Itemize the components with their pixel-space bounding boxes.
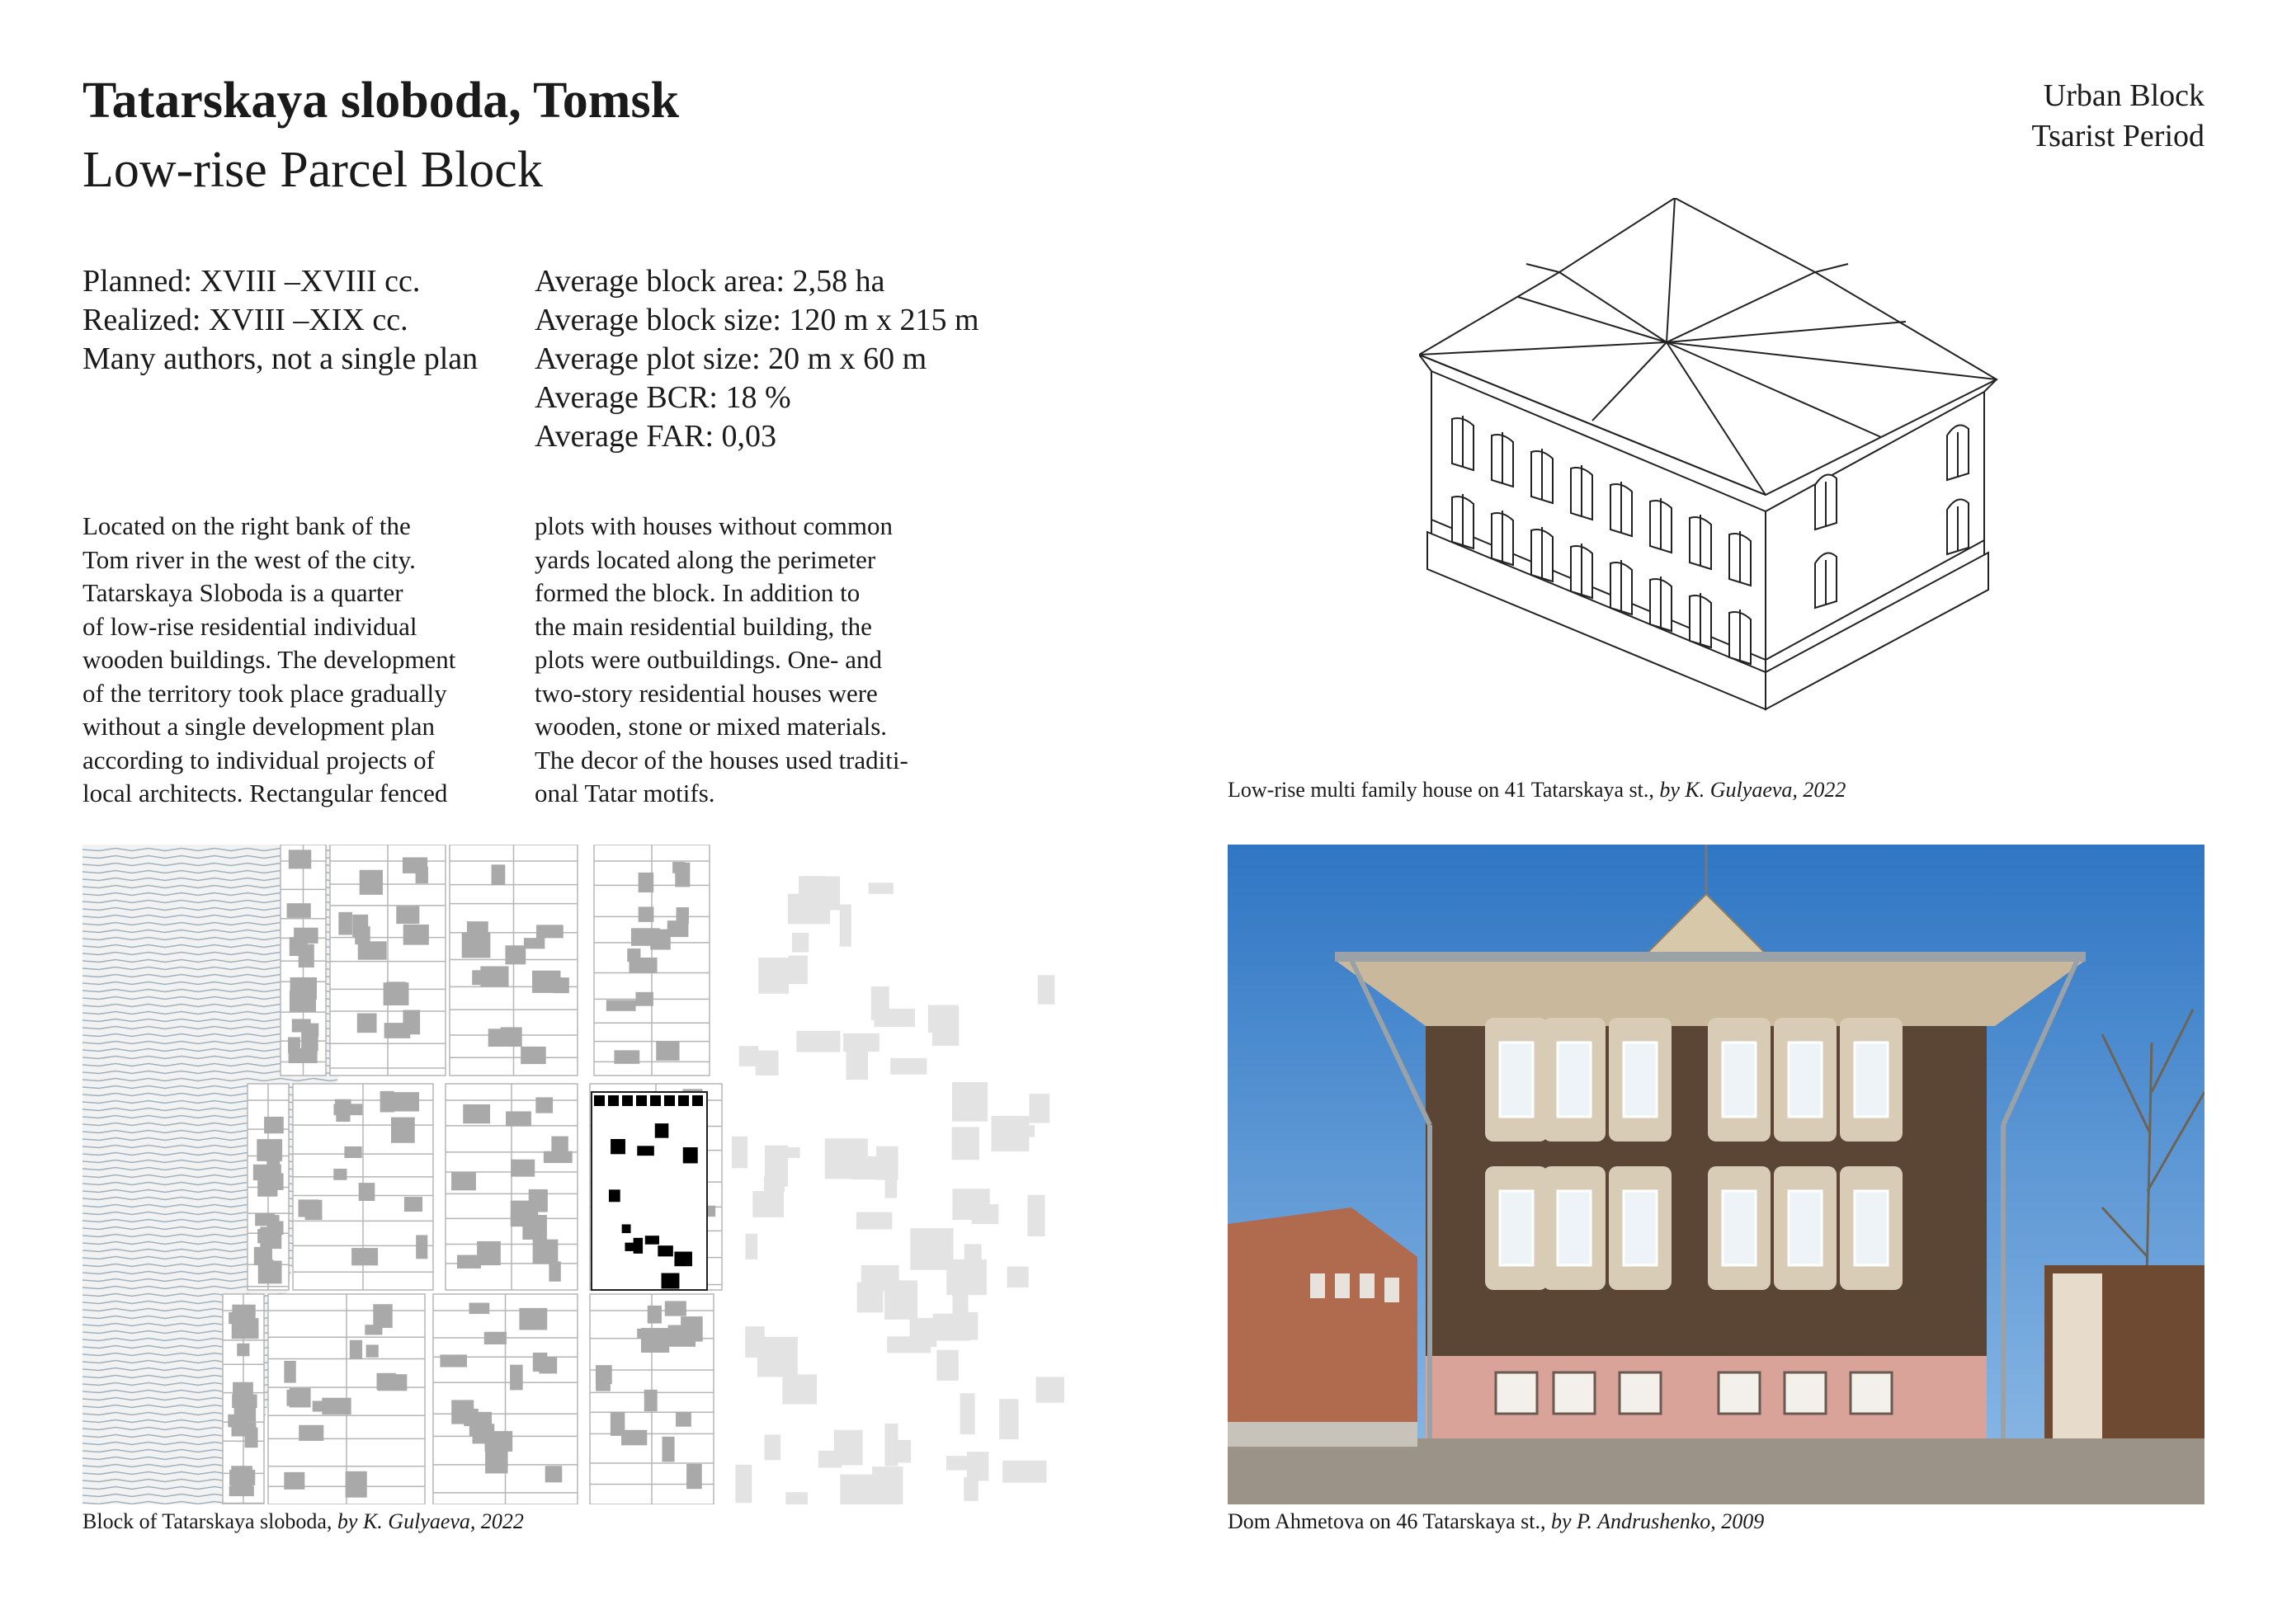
building bbox=[301, 1030, 318, 1052]
context-building bbox=[946, 1456, 972, 1470]
building bbox=[524, 938, 545, 949]
body-line: plots with houses without common bbox=[535, 511, 893, 540]
context-building bbox=[745, 1326, 765, 1358]
building bbox=[469, 1303, 489, 1314]
building bbox=[313, 1400, 330, 1411]
highlighted-building bbox=[692, 1095, 703, 1106]
caption-map bbox=[83, 1509, 524, 1534]
building bbox=[380, 1091, 394, 1113]
building bbox=[254, 1247, 272, 1265]
context-building bbox=[732, 1137, 747, 1169]
building bbox=[545, 1466, 563, 1482]
building bbox=[464, 1409, 479, 1426]
building bbox=[394, 1092, 419, 1111]
context-building bbox=[792, 933, 809, 953]
building bbox=[463, 1104, 490, 1123]
building bbox=[284, 1361, 295, 1383]
building bbox=[346, 1471, 367, 1498]
body-line: two-story residential houses were bbox=[535, 678, 878, 708]
context-building bbox=[825, 1138, 868, 1179]
building bbox=[639, 873, 654, 892]
building bbox=[681, 1316, 703, 1341]
context-building bbox=[890, 1058, 927, 1075]
highlighted-building bbox=[658, 1245, 673, 1256]
building bbox=[511, 1201, 539, 1227]
photo-window bbox=[1500, 1191, 1533, 1265]
photo-window bbox=[1855, 1191, 1888, 1265]
building bbox=[501, 1027, 522, 1047]
highlighted-building bbox=[611, 1139, 625, 1154]
building bbox=[366, 1344, 379, 1357]
photo-basement-window bbox=[1620, 1372, 1661, 1414]
photo-window bbox=[1558, 1191, 1591, 1265]
building bbox=[621, 1430, 647, 1446]
building bbox=[288, 1037, 300, 1053]
context-building bbox=[846, 1044, 868, 1080]
building bbox=[535, 1097, 553, 1113]
context-building bbox=[1038, 975, 1054, 1004]
highlighted-building bbox=[636, 1095, 647, 1106]
context-building bbox=[789, 956, 808, 985]
body-text-right bbox=[535, 510, 980, 811]
context-building bbox=[910, 1318, 937, 1347]
building bbox=[257, 1139, 282, 1161]
context-building bbox=[782, 1374, 817, 1404]
building bbox=[245, 1428, 258, 1448]
context-building bbox=[884, 1424, 898, 1466]
body-line: according to individual projects of bbox=[83, 745, 435, 774]
building bbox=[656, 1041, 679, 1060]
building bbox=[510, 1365, 523, 1391]
body-line: wooden buildings. The development bbox=[83, 645, 456, 674]
building bbox=[539, 1357, 557, 1374]
building bbox=[229, 1470, 255, 1485]
highlighted-building bbox=[608, 1095, 619, 1106]
body-line: of low-rise residential individual bbox=[83, 611, 417, 641]
building bbox=[373, 1304, 392, 1328]
building bbox=[299, 944, 314, 967]
page-subtitle: Low-rise Parcel Block bbox=[83, 142, 543, 198]
fact-realized: Realized: XVIII –XIX cc. bbox=[83, 303, 408, 337]
building bbox=[611, 1412, 625, 1436]
highlighted-building bbox=[674, 1252, 692, 1267]
highlighted-building bbox=[609, 1189, 620, 1202]
building bbox=[232, 1394, 257, 1408]
building bbox=[484, 1332, 507, 1344]
building bbox=[614, 1050, 639, 1064]
photo-window bbox=[1855, 1043, 1888, 1117]
photo-basement-window bbox=[1496, 1372, 1537, 1414]
caption-credit: by P. Andrushenko, 2009 bbox=[1550, 1509, 1765, 1533]
building bbox=[644, 1390, 658, 1411]
photo-window bbox=[1789, 1043, 1822, 1117]
building bbox=[606, 1000, 636, 1010]
page-title: Tatarskaya sloboda, Tomsk bbox=[83, 73, 680, 129]
body-text-left bbox=[83, 510, 528, 811]
highlighted-building bbox=[622, 1095, 633, 1106]
photo-basement-window bbox=[1785, 1372, 1826, 1414]
building bbox=[686, 1464, 702, 1489]
building bbox=[355, 926, 370, 944]
context-building bbox=[765, 1146, 788, 1187]
building bbox=[536, 925, 563, 938]
building bbox=[253, 1165, 281, 1180]
context-building bbox=[954, 1312, 978, 1339]
building bbox=[284, 1472, 304, 1490]
highlighted-building bbox=[622, 1224, 631, 1233]
building bbox=[305, 1200, 323, 1220]
highlighted-building bbox=[625, 1243, 635, 1251]
building bbox=[451, 1172, 476, 1191]
building bbox=[299, 1425, 323, 1441]
context-building bbox=[869, 883, 894, 894]
body-line: of the territory took place gradually bbox=[83, 678, 447, 708]
building bbox=[505, 945, 526, 964]
highlighted-building bbox=[650, 1095, 661, 1106]
building bbox=[338, 912, 352, 935]
fact-authors: Many authors, not a single plan bbox=[83, 341, 479, 376]
context-building bbox=[1036, 1377, 1064, 1402]
building bbox=[289, 850, 311, 868]
building bbox=[416, 1235, 427, 1259]
building bbox=[662, 1437, 674, 1462]
building bbox=[384, 982, 409, 1005]
building bbox=[631, 928, 660, 945]
context-building bbox=[752, 1191, 784, 1217]
caption-text: Dom Ahmetova on 46 Tatarskaya st., bbox=[1228, 1509, 1551, 1533]
caption-axonometric bbox=[1228, 778, 1846, 803]
building bbox=[229, 1312, 255, 1324]
building bbox=[237, 1344, 249, 1357]
building bbox=[648, 1306, 662, 1324]
context-building bbox=[999, 1399, 1018, 1439]
building bbox=[596, 1375, 611, 1391]
context-building bbox=[1007, 1266, 1029, 1287]
tag-period: Tsarist Period bbox=[2031, 119, 2204, 154]
highlighted-building bbox=[594, 1095, 605, 1106]
highlighted-building bbox=[662, 1273, 680, 1289]
building bbox=[641, 1328, 669, 1353]
building bbox=[521, 1047, 546, 1064]
context-building bbox=[788, 894, 830, 925]
body-line: the main residential building, the bbox=[535, 611, 872, 641]
context-building bbox=[801, 876, 824, 893]
photo-basement-window bbox=[1851, 1372, 1892, 1414]
photo-basement-window bbox=[1719, 1372, 1760, 1414]
body-line: local architects. Rectangular fenced bbox=[83, 779, 448, 807]
photo-window bbox=[1558, 1043, 1591, 1117]
highlighted-building bbox=[637, 1146, 654, 1156]
building bbox=[336, 1109, 350, 1122]
highlighted-building bbox=[664, 1095, 675, 1106]
building bbox=[544, 1151, 573, 1163]
building bbox=[294, 928, 318, 944]
caption-photo bbox=[1228, 1509, 1764, 1534]
photo-window bbox=[1500, 1043, 1533, 1117]
context-building bbox=[758, 958, 789, 994]
context-building bbox=[796, 1031, 840, 1052]
body-line: wooden, stone or mixed materials. bbox=[535, 712, 888, 741]
building bbox=[333, 1169, 347, 1180]
context-building bbox=[1030, 1094, 1050, 1123]
building bbox=[667, 920, 689, 937]
highlighted-building bbox=[678, 1095, 689, 1106]
fact-far: Average FAR: 0,03 bbox=[535, 419, 777, 454]
urban-block-map bbox=[83, 845, 1064, 1504]
context-building bbox=[840, 904, 851, 946]
body-line: plots were outbuildings. One- and bbox=[535, 645, 883, 674]
building bbox=[477, 1241, 501, 1265]
building bbox=[357, 1013, 377, 1033]
building bbox=[473, 1424, 495, 1443]
photo-window bbox=[1723, 1043, 1756, 1117]
building bbox=[351, 1248, 378, 1265]
building bbox=[290, 991, 316, 1011]
context-building bbox=[1027, 1195, 1044, 1236]
context-building bbox=[785, 1492, 808, 1504]
body-line: The decor of the houses used traditi- bbox=[535, 745, 908, 774]
building bbox=[377, 1373, 396, 1390]
house-photo bbox=[1228, 845, 2204, 1504]
facts-left bbox=[83, 262, 478, 379]
context-building bbox=[840, 1475, 881, 1504]
building bbox=[360, 870, 383, 895]
building bbox=[264, 1117, 284, 1133]
building bbox=[462, 933, 491, 958]
building bbox=[344, 1146, 361, 1158]
building bbox=[480, 966, 508, 986]
body-line: yards located along the perimeter bbox=[535, 544, 876, 574]
caption-text: Low-rise multi family house on 41 Tatarskaya st., bbox=[1228, 778, 1660, 802]
body-line: Tom river in the west of the city. bbox=[83, 544, 416, 574]
context-building bbox=[1002, 1461, 1046, 1483]
building bbox=[391, 1118, 415, 1143]
building bbox=[416, 867, 428, 883]
highlighted-building bbox=[683, 1147, 698, 1163]
building bbox=[359, 1183, 375, 1201]
building bbox=[675, 863, 690, 887]
context-building bbox=[972, 1204, 998, 1224]
body-line: without a single development plan bbox=[83, 712, 436, 741]
context-building bbox=[871, 986, 889, 1020]
context-building bbox=[952, 1127, 979, 1160]
photo-window bbox=[1624, 1043, 1657, 1117]
context-building bbox=[735, 1465, 752, 1503]
facts-right bbox=[535, 262, 979, 456]
context-building bbox=[861, 1265, 899, 1291]
building bbox=[403, 925, 429, 945]
building bbox=[554, 977, 568, 993]
context-building bbox=[834, 1430, 863, 1466]
context-building bbox=[856, 1212, 892, 1230]
caption-credit: by K. Gulyaeva, 2022 bbox=[1659, 778, 1846, 802]
context-building bbox=[992, 1116, 1030, 1151]
highlighted-building bbox=[655, 1123, 669, 1138]
building bbox=[549, 1261, 560, 1281]
caption-text: Block of Tatarskaya sloboda, bbox=[83, 1509, 337, 1533]
building bbox=[506, 1111, 531, 1126]
tag-urban-block: Urban Block bbox=[2043, 78, 2204, 113]
context-building bbox=[756, 1051, 779, 1076]
context-building bbox=[885, 1179, 898, 1198]
building bbox=[396, 906, 419, 924]
body-line: formed the block. In addition to bbox=[535, 578, 861, 607]
fact-block-size: Average block size: 120 m x 215 m bbox=[535, 303, 979, 337]
building bbox=[519, 1308, 547, 1330]
caption-credit: by K. Gulyaeva, 2022 bbox=[337, 1509, 524, 1533]
fact-block-area: Average block area: 2,58 ha bbox=[535, 264, 885, 299]
photo-window bbox=[1624, 1191, 1657, 1265]
building bbox=[350, 1340, 362, 1359]
building bbox=[488, 1029, 502, 1047]
photo-basement-window bbox=[1554, 1372, 1595, 1414]
context-building bbox=[910, 1228, 953, 1270]
building bbox=[267, 1221, 284, 1235]
fact-planned: Planned: XVIII –XVIII cc. bbox=[83, 264, 421, 299]
category-tags bbox=[2032, 76, 2204, 158]
building bbox=[404, 1197, 422, 1212]
context-building bbox=[739, 1046, 758, 1066]
photo-window bbox=[1789, 1191, 1822, 1265]
fact-bcr: Average BCR: 18 % bbox=[535, 380, 791, 415]
context-building bbox=[745, 1234, 757, 1259]
body-line: Located on the right bank of the bbox=[83, 511, 411, 540]
axonometric-drawing bbox=[1419, 198, 2013, 726]
building bbox=[635, 992, 653, 1006]
building bbox=[228, 1415, 249, 1428]
highlighted-building bbox=[645, 1236, 659, 1245]
building bbox=[627, 949, 640, 962]
building bbox=[533, 1240, 559, 1264]
building bbox=[403, 1010, 420, 1035]
building bbox=[286, 1390, 300, 1406]
building bbox=[665, 1301, 686, 1316]
building bbox=[440, 1354, 467, 1367]
context-building bbox=[928, 1005, 959, 1033]
building bbox=[492, 864, 506, 885]
fact-plot-size: Average plot size: 20 m x 60 m bbox=[535, 341, 927, 376]
context-building bbox=[952, 1082, 988, 1122]
building bbox=[639, 906, 654, 921]
building bbox=[287, 903, 311, 918]
building bbox=[676, 1412, 691, 1427]
building bbox=[511, 1160, 535, 1177]
body-line: onal Tatar motifs. bbox=[535, 779, 715, 807]
context-building bbox=[936, 1350, 958, 1381]
context-building bbox=[964, 1477, 978, 1501]
context-building bbox=[960, 1393, 975, 1434]
body-line: Tatarskaya Sloboda is a quarter bbox=[83, 578, 403, 607]
context-building bbox=[764, 1434, 780, 1460]
photo-window bbox=[1723, 1191, 1756, 1265]
